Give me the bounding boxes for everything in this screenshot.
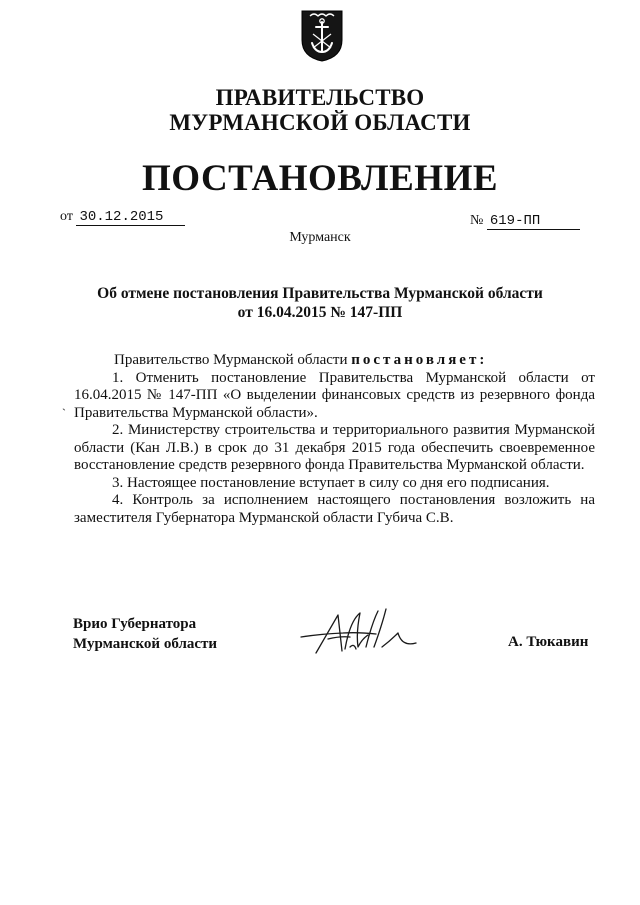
intro-text: Правительство Мурманской области (114, 352, 348, 368)
position-line1: Врио Губернатора (73, 616, 197, 632)
signer-position (73, 615, 217, 654)
date-value: 30.12.2015 (76, 209, 185, 226)
number-prefix: № (470, 213, 484, 228)
position-line2: Мурманской области (73, 635, 218, 652)
date-prefix: от (60, 209, 73, 224)
clause-2: 2. Министерству строительства и территориального развития Мурманской области (Кан Л.В.) в срок до 31 декабря 2015 года обеспечить своевременное восстановление средств резервного фонда Правительства Мурманской области. (74, 422, 595, 473)
subject-line1: Об отмене постановления Правительства Мурманской области (97, 285, 543, 302)
intro-paragraph (74, 352, 595, 370)
signer-name: А. Тюкавин (508, 634, 589, 650)
clause-1: 1. Отменить постановление Правительства Мурманской области от 16.04.2015 № 147-ПП «О выделении финансовых средств из резервного фонда Правительства Мурманской области». (74, 369, 595, 421)
clause-4: 4. Контроль за исполнением настоящего постановления возложить на заместителя Губернатора Мурманской области Губича С.В. (74, 492, 595, 526)
intro-emphasis: постановляет: (351, 352, 488, 368)
coat-of-arms-icon (301, 10, 343, 62)
document-date (60, 209, 185, 226)
document-type-heading: ПОСТАНОВЛЕНИЕ (141, 158, 499, 199)
margin-mark: ` (62, 406, 66, 420)
city: Мурманск (289, 230, 351, 245)
clause-3: 3. Настоящее постановление вступает в силу со дня его подписания. (112, 474, 550, 491)
handwritten-signature-icon (298, 603, 423, 665)
document-body (74, 352, 595, 527)
subject-line2: от 16.04.2015 № 147-ПП (237, 304, 403, 321)
number-value: 619-ПП (487, 213, 580, 230)
document-number (470, 213, 580, 230)
government-title-line2: МУРМАНСКОЙ ОБЛАСТИ (169, 110, 471, 135)
government-title-line1: ПРАВИТЕЛЬСТВО (215, 85, 425, 110)
